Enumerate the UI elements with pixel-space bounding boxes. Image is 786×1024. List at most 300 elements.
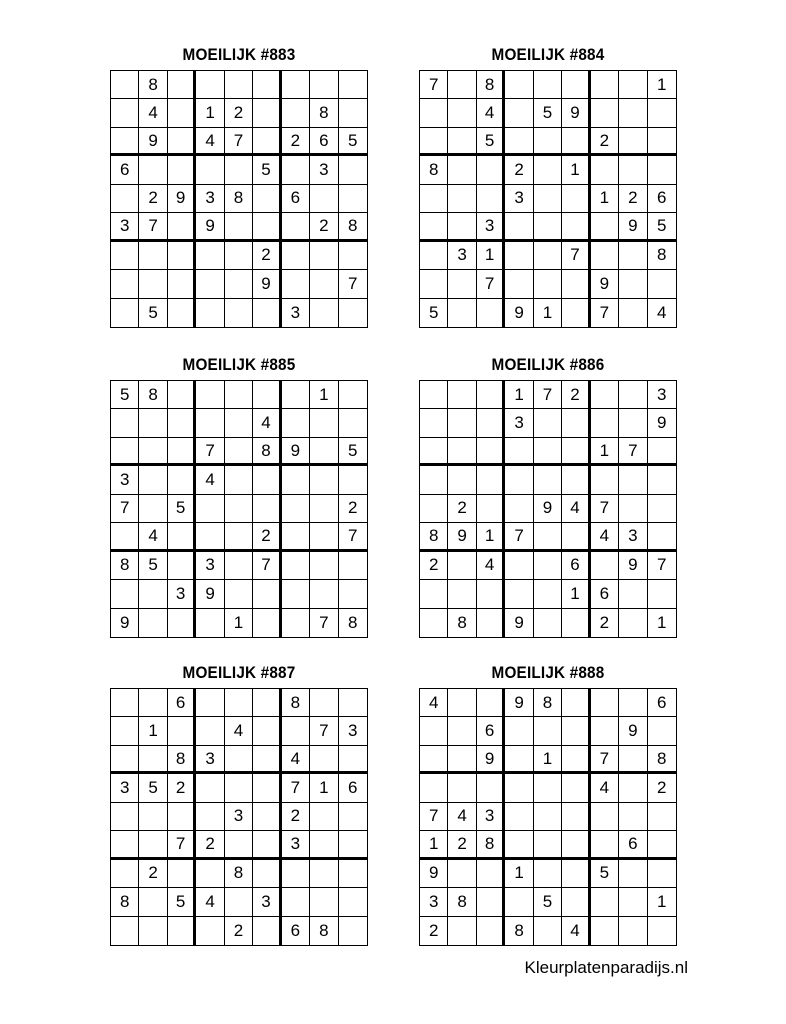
- sudoku-cell: [534, 917, 562, 945]
- sudoku-cell: 3: [505, 185, 533, 213]
- sudoku-cell: [282, 609, 310, 637]
- sudoku-cell: [448, 552, 476, 580]
- sudoku-cell: [505, 438, 533, 466]
- sudoku-cell: [139, 888, 167, 916]
- sudoku-grid: [419, 70, 677, 328]
- sudoku-cell: [139, 466, 167, 494]
- sudoku-cell: 9: [196, 580, 224, 608]
- sudoku-cell: [139, 495, 167, 523]
- sudoku-grid: [419, 688, 677, 946]
- sudoku-cell: 7: [477, 270, 505, 298]
- sudoku-cell: 5: [534, 99, 562, 127]
- sudoku-cell: [562, 299, 590, 327]
- sudoku-cell: [196, 609, 224, 637]
- sudoku-cell: [420, 495, 448, 523]
- sudoku-cell: 8: [139, 381, 167, 409]
- sudoku-cell: [139, 409, 167, 437]
- sudoku-cell: [282, 860, 310, 888]
- sudoku-cell: 4: [657, 302, 667, 322]
- sudoku-cell: 8: [420, 156, 448, 184]
- sudoku-cell: [282, 71, 310, 99]
- sudoku-cell: [448, 99, 476, 127]
- sudoku-cell: [420, 270, 448, 298]
- sudoku-cell: [420, 409, 448, 437]
- sudoku-cell: 2: [619, 185, 647, 213]
- sudoku-cell: 4: [139, 523, 167, 551]
- sudoku-cell: [619, 270, 647, 298]
- sudoku-cell: [168, 917, 196, 945]
- sudoku-cell: [591, 466, 619, 494]
- sudoku-cell: 6: [562, 552, 590, 580]
- sudoku-cell: [253, 580, 281, 608]
- sudoku-cell: [168, 156, 196, 184]
- sudoku-cell: [225, 689, 253, 717]
- sudoku-cell: [562, 270, 590, 298]
- sudoku-cell: 2: [310, 213, 338, 241]
- sudoku-cell: 6: [310, 128, 338, 156]
- sudoku-cell: [168, 552, 196, 580]
- sudoku-cell: [339, 860, 367, 888]
- sudoku-cell: [534, 523, 562, 551]
- sudoku-cell: [534, 270, 562, 298]
- sudoku-cell: [591, 242, 619, 270]
- sudoku-cell: [648, 803, 676, 831]
- sudoku-cell: 4: [562, 917, 590, 945]
- sudoku-cell: [196, 860, 224, 888]
- sudoku-cell: 2: [591, 128, 619, 156]
- sudoku-cell: [619, 466, 647, 494]
- sudoku-cell: [619, 128, 647, 156]
- sudoku-cell: [534, 213, 562, 241]
- sudoku-cell: 3: [648, 381, 676, 409]
- puzzle-title: MOEILIJK #885: [182, 355, 296, 374]
- sudoku-cell: [420, 242, 448, 270]
- sudoku-cell: [591, 213, 619, 241]
- sudoku-cell: [648, 99, 676, 127]
- sudoku-cell: 5: [139, 299, 167, 327]
- sudoku-cell: [477, 860, 505, 888]
- sudoku-cell: 7: [339, 270, 367, 298]
- sudoku-cell: 3: [168, 580, 196, 608]
- sudoku-puzzle-886: [419, 354, 677, 638]
- sudoku-cell: [591, 888, 619, 916]
- sudoku-cell: [534, 409, 562, 437]
- sudoku-cell: [282, 242, 310, 270]
- sudoku-cell: [505, 99, 533, 127]
- sudoku-cell: 3: [339, 717, 367, 745]
- sudoku-cell: [225, 299, 253, 327]
- sudoku-cell: 5: [648, 213, 676, 241]
- sudoku-cell: [196, 71, 224, 99]
- sudoku-cell: [225, 888, 253, 916]
- sudoku-cell: 8: [534, 689, 562, 717]
- sudoku-cell: [562, 438, 590, 466]
- sudoku-cell: 1: [310, 774, 338, 802]
- sudoku-cell: 4: [420, 689, 448, 717]
- sudoku-cell: [534, 717, 562, 745]
- sudoku-cell: [448, 774, 476, 802]
- sudoku-cell: [253, 689, 281, 717]
- sudoku-cell: [196, 917, 224, 945]
- sudoku-cell: [448, 466, 476, 494]
- sudoku-cell: [619, 299, 647, 327]
- sudoku-cell: [339, 99, 367, 127]
- sudoku-cell: [139, 156, 167, 184]
- puzzle-title: MOEILIJK #888: [491, 663, 605, 682]
- sudoku-cell: 7: [253, 552, 281, 580]
- sudoku-cell: [448, 689, 476, 717]
- sudoku-cell: 1: [420, 831, 448, 859]
- sudoku-cell: [339, 689, 367, 717]
- sudoku-cell: [534, 242, 562, 270]
- sudoku-cell: 3: [196, 746, 224, 774]
- sudoku-cell: 7: [648, 552, 676, 580]
- sudoku-cell: [139, 242, 167, 270]
- sudoku-cell: 9: [648, 409, 676, 437]
- sudoku-cell: 5: [111, 381, 139, 409]
- sudoku-cell: [310, 438, 338, 466]
- sudoku-cell: [339, 409, 367, 437]
- sudoku-cell: [253, 803, 281, 831]
- sudoku-cell: [648, 270, 676, 298]
- sudoku-cell: [619, 917, 647, 945]
- sudoku-cell: [310, 242, 338, 270]
- sudoku-cell: [282, 213, 310, 241]
- sudoku-cell: [448, 917, 476, 945]
- sudoku-cell: 1: [648, 888, 676, 916]
- sudoku-cell: [282, 717, 310, 745]
- sudoku-cell: 1: [562, 580, 590, 608]
- sudoku-cell: 6: [282, 917, 310, 945]
- sudoku-cell: 4: [477, 99, 505, 127]
- sudoku-cell: 1: [139, 717, 167, 745]
- sudoku-cell: [225, 242, 253, 270]
- sudoku-cell: [619, 803, 647, 831]
- sudoku-cell: 3: [420, 888, 448, 916]
- sudoku-cell: [562, 831, 590, 859]
- sudoku-cell: [591, 156, 619, 184]
- sudoku-cell: [420, 466, 448, 494]
- sudoku-cell: [591, 917, 619, 945]
- sudoku-cell: [648, 523, 676, 551]
- sudoku-cell: 4: [196, 128, 224, 156]
- sudoku-cell: 5: [168, 495, 196, 523]
- sudoku-cell: [619, 495, 647, 523]
- sudoku-cell: [196, 774, 224, 802]
- sudoku-cell: [225, 552, 253, 580]
- sudoku-cell: [111, 270, 139, 298]
- sudoku-cell: [534, 774, 562, 802]
- sudoku-cell: 8: [505, 917, 533, 945]
- sudoku-cell: 3: [111, 466, 139, 494]
- sudoku-cell: [253, 185, 281, 213]
- sudoku-cell: [477, 156, 505, 184]
- sudoku-cell: 8: [225, 860, 253, 888]
- sudoku-cell: 2: [139, 185, 167, 213]
- sudoku-cell: [111, 523, 139, 551]
- sudoku-cell: [534, 609, 562, 637]
- sudoku-cell: [282, 156, 310, 184]
- sudoku-cell: 8: [339, 213, 367, 241]
- sudoku-cell: 5: [477, 128, 505, 156]
- sudoku-cell: [253, 609, 281, 637]
- sudoku-cell: [420, 746, 448, 774]
- sudoku-cell: 8: [648, 746, 676, 774]
- sudoku-cell: [111, 299, 139, 327]
- sudoku-puzzle-887: [110, 662, 368, 946]
- sudoku-cell: [310, 71, 338, 99]
- sudoku-cell: 2: [448, 495, 476, 523]
- sudoku-cell: 1: [534, 746, 562, 774]
- sudoku-cell: [139, 803, 167, 831]
- sudoku-cell: [562, 803, 590, 831]
- sudoku-cell: [282, 495, 310, 523]
- sudoku-cell: 3: [282, 299, 310, 327]
- sudoku-cell: [562, 717, 590, 745]
- sudoku-cell: 7: [420, 71, 448, 99]
- sudoku-cell: 8: [648, 242, 676, 270]
- sudoku-cell: [253, 466, 281, 494]
- sudoku-cell: [111, 128, 139, 156]
- sudoku-cell: [534, 580, 562, 608]
- sudoku-cell: 4: [477, 552, 505, 580]
- sudoku-cell: 7: [282, 774, 310, 802]
- sudoku-cell: [310, 888, 338, 916]
- sudoku-cell: [534, 466, 562, 494]
- sudoku-cell: [505, 270, 533, 298]
- sudoku-cell: 7: [591, 746, 619, 774]
- sudoku-cell: 1: [477, 242, 505, 270]
- sudoku-cell: 7: [591, 495, 619, 523]
- sudoku-cell: [139, 917, 167, 945]
- sudoku-cell: 4: [591, 523, 619, 551]
- sudoku-cell: [253, 128, 281, 156]
- sudoku-cell: 5: [139, 552, 167, 580]
- sudoku-cell: [534, 438, 562, 466]
- sudoku-cell: 3: [253, 888, 281, 916]
- sudoku-cell: 7: [111, 495, 139, 523]
- sudoku-cell: 3: [196, 552, 224, 580]
- sudoku-cell: 2: [505, 156, 533, 184]
- sudoku-cell: [420, 717, 448, 745]
- sudoku-cell: 9: [196, 213, 224, 241]
- sudoku-cell: [225, 746, 253, 774]
- sudoku-cell: [534, 552, 562, 580]
- sudoku-cell: [225, 466, 253, 494]
- sudoku-cell: [310, 523, 338, 551]
- sudoku-cell: [562, 213, 590, 241]
- sudoku-cell: [339, 185, 367, 213]
- sudoku-cell: [168, 213, 196, 241]
- sudoku-cell: [111, 803, 139, 831]
- sudoku-cell: [562, 774, 590, 802]
- sudoku-cell: [505, 71, 533, 99]
- sudoku-cell: [420, 185, 448, 213]
- sudoku-puzzle-888: [419, 662, 677, 946]
- sudoku-cell: [420, 99, 448, 127]
- sudoku-cell: [648, 860, 676, 888]
- sudoku-cell: [505, 746, 533, 774]
- puzzle-title: MOEILIJK #886: [491, 355, 605, 374]
- sudoku-cell: 7: [225, 128, 253, 156]
- sudoku-cell: [282, 552, 310, 580]
- sudoku-cell: [253, 860, 281, 888]
- sudoku-cell: [420, 381, 448, 409]
- sudoku-cell: [111, 185, 139, 213]
- sudoku-cell: [648, 495, 676, 523]
- sudoku-cell: 8: [448, 888, 476, 916]
- sudoku-cell: 9: [448, 523, 476, 551]
- sudoku-cell: [505, 803, 533, 831]
- sudoku-cell: [339, 71, 367, 99]
- sudoku-cell: [477, 917, 505, 945]
- sudoku-cell: 9: [139, 128, 167, 156]
- sudoku-cell: [310, 580, 338, 608]
- sudoku-cell: 1: [477, 523, 505, 551]
- sudoku-cell: [253, 381, 281, 409]
- sudoku-cell: 7: [619, 438, 647, 466]
- sudoku-cell: 9: [591, 270, 619, 298]
- sudoku-cell: [139, 609, 167, 637]
- sudoku-cell: [505, 552, 533, 580]
- sudoku-cell: [505, 242, 533, 270]
- sudoku-cell: [139, 831, 167, 859]
- sudoku-cell: [562, 860, 590, 888]
- sudoku-cell: [310, 803, 338, 831]
- sudoku-cell: [562, 128, 590, 156]
- sudoku-cell: 9: [282, 438, 310, 466]
- sudoku-cell: [619, 242, 647, 270]
- sudoku-cell: 9: [619, 213, 647, 241]
- sudoku-cell: [139, 689, 167, 717]
- sudoku-cell: [477, 609, 505, 637]
- sudoku-cell: [534, 831, 562, 859]
- sudoku-cell: [448, 213, 476, 241]
- sudoku-cell: [477, 888, 505, 916]
- sudoku-cell: [477, 580, 505, 608]
- puzzle-title: MOEILIJK #883: [182, 45, 296, 64]
- sudoku-cell: 3: [225, 803, 253, 831]
- sudoku-cell: [448, 409, 476, 437]
- sudoku-cell: [111, 831, 139, 859]
- sudoku-cell: 9: [619, 552, 647, 580]
- sudoku-cell: 1: [562, 156, 590, 184]
- sudoku-cell: [196, 242, 224, 270]
- sudoku-cell: 6: [648, 185, 676, 213]
- sudoku-cell: [534, 128, 562, 156]
- sudoku-cell: 1: [505, 860, 533, 888]
- sudoku-cell: [505, 466, 533, 494]
- sudoku-cell: 9: [505, 299, 533, 327]
- sudoku-cell: [477, 689, 505, 717]
- sudoku-cell: 2: [253, 242, 281, 270]
- sudoku-cell: [477, 495, 505, 523]
- sudoku-cell: [591, 831, 619, 859]
- sudoku-cell: [196, 803, 224, 831]
- sudoku-cell: [339, 466, 367, 494]
- puzzle-title: MOEILIJK #884: [491, 45, 605, 64]
- sudoku-cell: [339, 803, 367, 831]
- sudoku-cell: 8: [310, 99, 338, 127]
- sudoku-cell: [282, 409, 310, 437]
- sudoku-cell: [562, 523, 590, 551]
- sudoku-cell: [448, 185, 476, 213]
- sudoku-cell: [591, 381, 619, 409]
- sudoku-cell: 6: [477, 717, 505, 745]
- sudoku-cell: 4: [562, 495, 590, 523]
- sudoku-cell: [168, 409, 196, 437]
- sudoku-cell: [562, 71, 590, 99]
- sudoku-cell: [339, 242, 367, 270]
- sudoku-cell: [282, 580, 310, 608]
- sudoku-cell: [477, 466, 505, 494]
- sudoku-cell: 1: [591, 185, 619, 213]
- sudoku-cell: 2: [448, 831, 476, 859]
- sudoku-cell: [310, 689, 338, 717]
- sudoku-cell: 2: [253, 523, 281, 551]
- sudoku-cell: [448, 438, 476, 466]
- sudoku-cell: [310, 409, 338, 437]
- sudoku-cell: [619, 409, 647, 437]
- sudoku-cell: [339, 831, 367, 859]
- sudoku-cell: [505, 128, 533, 156]
- sudoku-cell: 1: [310, 381, 338, 409]
- sudoku-cell: [225, 156, 253, 184]
- sudoku-cell: [310, 860, 338, 888]
- sudoku-cell: 9: [619, 717, 647, 745]
- sudoku-cell: 7: [310, 717, 338, 745]
- sudoku-cell: 3: [111, 213, 139, 241]
- sudoku-cell: [448, 156, 476, 184]
- sudoku-cell: [310, 185, 338, 213]
- sudoku-cell: [648, 438, 676, 466]
- sudoku-cell: [111, 409, 139, 437]
- sudoku-cell: [196, 299, 224, 327]
- sudoku-cell: [111, 438, 139, 466]
- sudoku-cell: 8: [225, 185, 253, 213]
- sudoku-cell: [196, 381, 224, 409]
- sudoku-cell: [225, 71, 253, 99]
- sudoku-cell: [619, 746, 647, 774]
- sudoku-cell: [339, 917, 367, 945]
- sudoku-cell: 4: [591, 774, 619, 802]
- sudoku-cell: [339, 888, 367, 916]
- sudoku-cell: [253, 213, 281, 241]
- sudoku-cell: 9: [253, 270, 281, 298]
- sudoku-cell: 3: [196, 185, 224, 213]
- sudoku-cell: [225, 495, 253, 523]
- sudoku-cell: [253, 99, 281, 127]
- sudoku-cell: [420, 774, 448, 802]
- sudoku-cell: [225, 831, 253, 859]
- sudoku-cell: 7: [534, 381, 562, 409]
- sudoku-grid: [110, 70, 368, 328]
- sudoku-cell: 3: [448, 242, 476, 270]
- sudoku-cell: [591, 689, 619, 717]
- sudoku-cell: 3: [619, 523, 647, 551]
- sudoku-cell: [282, 99, 310, 127]
- sudoku-cell: 2: [282, 128, 310, 156]
- sudoku-cell: [420, 128, 448, 156]
- sudoku-cell: [477, 438, 505, 466]
- sudoku-cell: 8: [310, 917, 338, 945]
- sudoku-cell: [225, 523, 253, 551]
- sudoku-cell: [420, 609, 448, 637]
- sudoku-cell: 2: [420, 917, 448, 945]
- sudoku-cell: 8: [111, 888, 139, 916]
- sudoku-cell: [196, 717, 224, 745]
- sudoku-cell: [648, 156, 676, 184]
